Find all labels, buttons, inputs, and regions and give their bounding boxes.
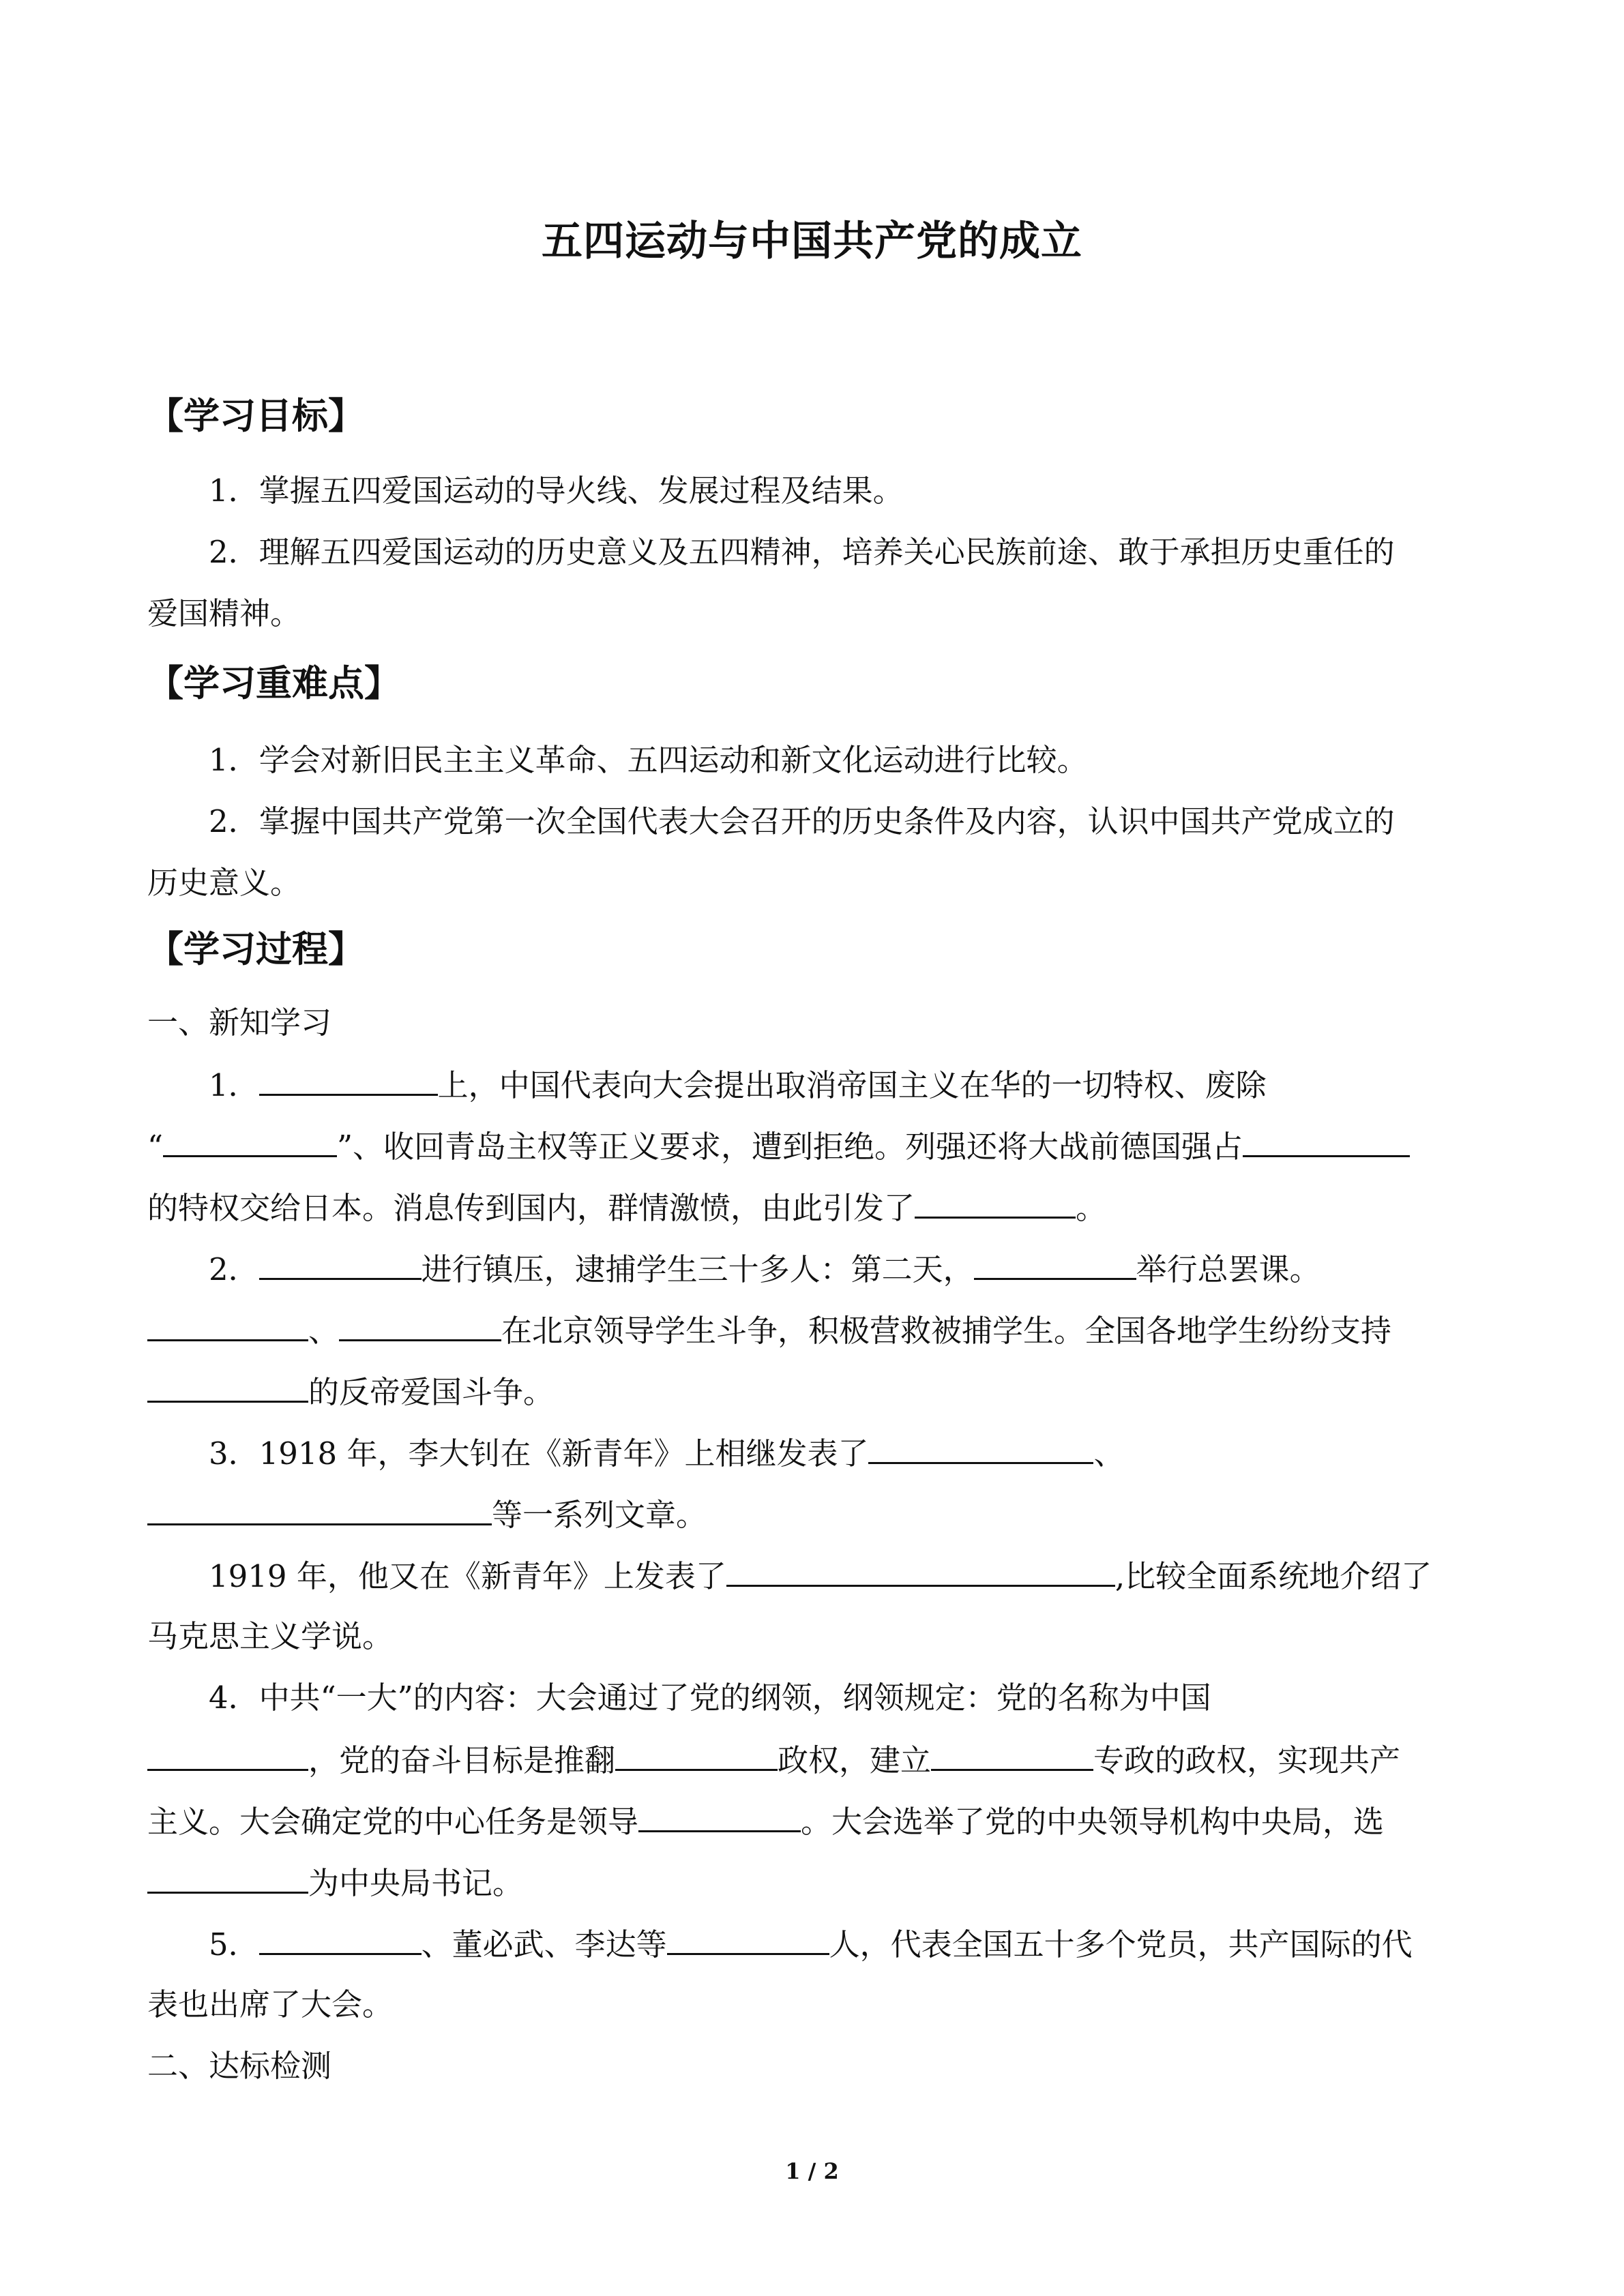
objective-item-2-cont: 爱国精神。 (147, 595, 301, 631)
subsection-new-knowledge: 一、新知学习 (147, 1004, 332, 1041)
fill-blank[interactable] (147, 1371, 308, 1403)
fill-blank[interactable] (868, 1432, 1093, 1464)
key-points-heading: 【学习重难点】 (147, 663, 400, 704)
question-2-line-3: 的反帝爱国斗争。 (147, 1371, 554, 1413)
question-3-line-2: 等一系列文章。 (147, 1493, 707, 1536)
process-heading: 【学习过程】 (147, 929, 364, 970)
question-5-line-2: 表也出席了大会。 (147, 1986, 394, 2023)
fill-blank[interactable] (259, 1248, 422, 1280)
question-3-line-4: 马克思主义学说。 (147, 1618, 394, 1654)
question-4-line-4: 为中央局书记。 (147, 1862, 523, 1904)
objective-item-2: 2．理解五四爱国运动的历史意义及五四精神，培养关心民族前途、敢于承担历史重任的 (209, 534, 1395, 570)
fill-blank[interactable] (638, 1800, 801, 1832)
fill-blank[interactable] (147, 1493, 492, 1525)
fill-blank[interactable] (339, 1309, 501, 1341)
fill-blank[interactable] (726, 1555, 1115, 1587)
fill-blank[interactable] (615, 1739, 778, 1771)
page-number: 1 / 2 (785, 2158, 839, 2184)
question-4-line-1: 4．中共“一大”的内容：大会通过了党的纲领，纲领规定：党的名称为中国 (209, 1680, 1211, 1716)
question-4-line-2: ，党的奋斗目标是推翻 政权，建立 专政的政权，实现共产 (147, 1739, 1400, 1781)
fill-blank[interactable] (147, 1862, 308, 1894)
fill-blank[interactable] (1243, 1125, 1410, 1157)
question-3-line-3: 1919 年，他又在《新青年》上发表了 ,比较全面系统地介绍了 (209, 1555, 1432, 1597)
objective-item-1: 1．掌握五四爱国运动的导火线、发展过程及结果。 (209, 473, 904, 509)
key-point-item-2: 2．掌握中国共产党第一次全国代表大会召开的历史条件及内容，认识中国共产党成立的 (209, 803, 1395, 839)
question-2-line-1: 2． 进行镇压，逮捕学生三十多人：第二天， 举行总罢课。 (209, 1248, 1320, 1290)
fill-blank[interactable] (259, 1064, 438, 1096)
fill-blank[interactable] (667, 1923, 829, 1955)
key-point-item-1: 1．学会对新旧民主主义革命、五四运动和新文化运动进行比较。 (209, 742, 1088, 778)
question-3-line-1: 3．1918 年，李大钊在《新青年》上相继发表了 、 (209, 1432, 1124, 1474)
question-1-line-3: 的特权交给日本。消息传到国内，群情激愤，由此引发了 。 (147, 1187, 1106, 1229)
question-4-line-3: 主义。大会确定党的中心任务是领导 。大会选举了党的中央领导机构中央局，选 (147, 1800, 1384, 1843)
fill-blank[interactable] (163, 1125, 337, 1157)
objectives-heading: 【学习目标】 (147, 396, 364, 437)
question-1-line-1: 1． 上，中国代表向大会提出取消帝国主义在华的一切特权、废除 (209, 1064, 1267, 1106)
fill-blank[interactable] (931, 1739, 1093, 1771)
fill-blank[interactable] (915, 1187, 1076, 1219)
question-2-line-2: 、 在北京领导学生斗争，积极营救被捕学生。全国各地学生纷纷支持 (147, 1309, 1391, 1352)
page-title: 五四运动与中国共产党的成立 (542, 218, 1082, 265)
subsection-assessment: 二、达标检测 (147, 2048, 332, 2084)
fill-blank[interactable] (147, 1739, 308, 1771)
fill-blank[interactable] (259, 1923, 422, 1955)
fill-blank[interactable] (147, 1309, 308, 1341)
fill-blank[interactable] (974, 1248, 1136, 1280)
question-5-line-1: 5． 、董必武、李达等 人，代表全国五十多个党员，共产国际的代 (209, 1923, 1413, 1965)
key-point-item-2-cont: 历史意义。 (147, 865, 301, 901)
question-1-line-2: “ ”、收回青岛主权等正义要求，遭到拒绝。列强还将大战前德国强占 (147, 1125, 1410, 1167)
